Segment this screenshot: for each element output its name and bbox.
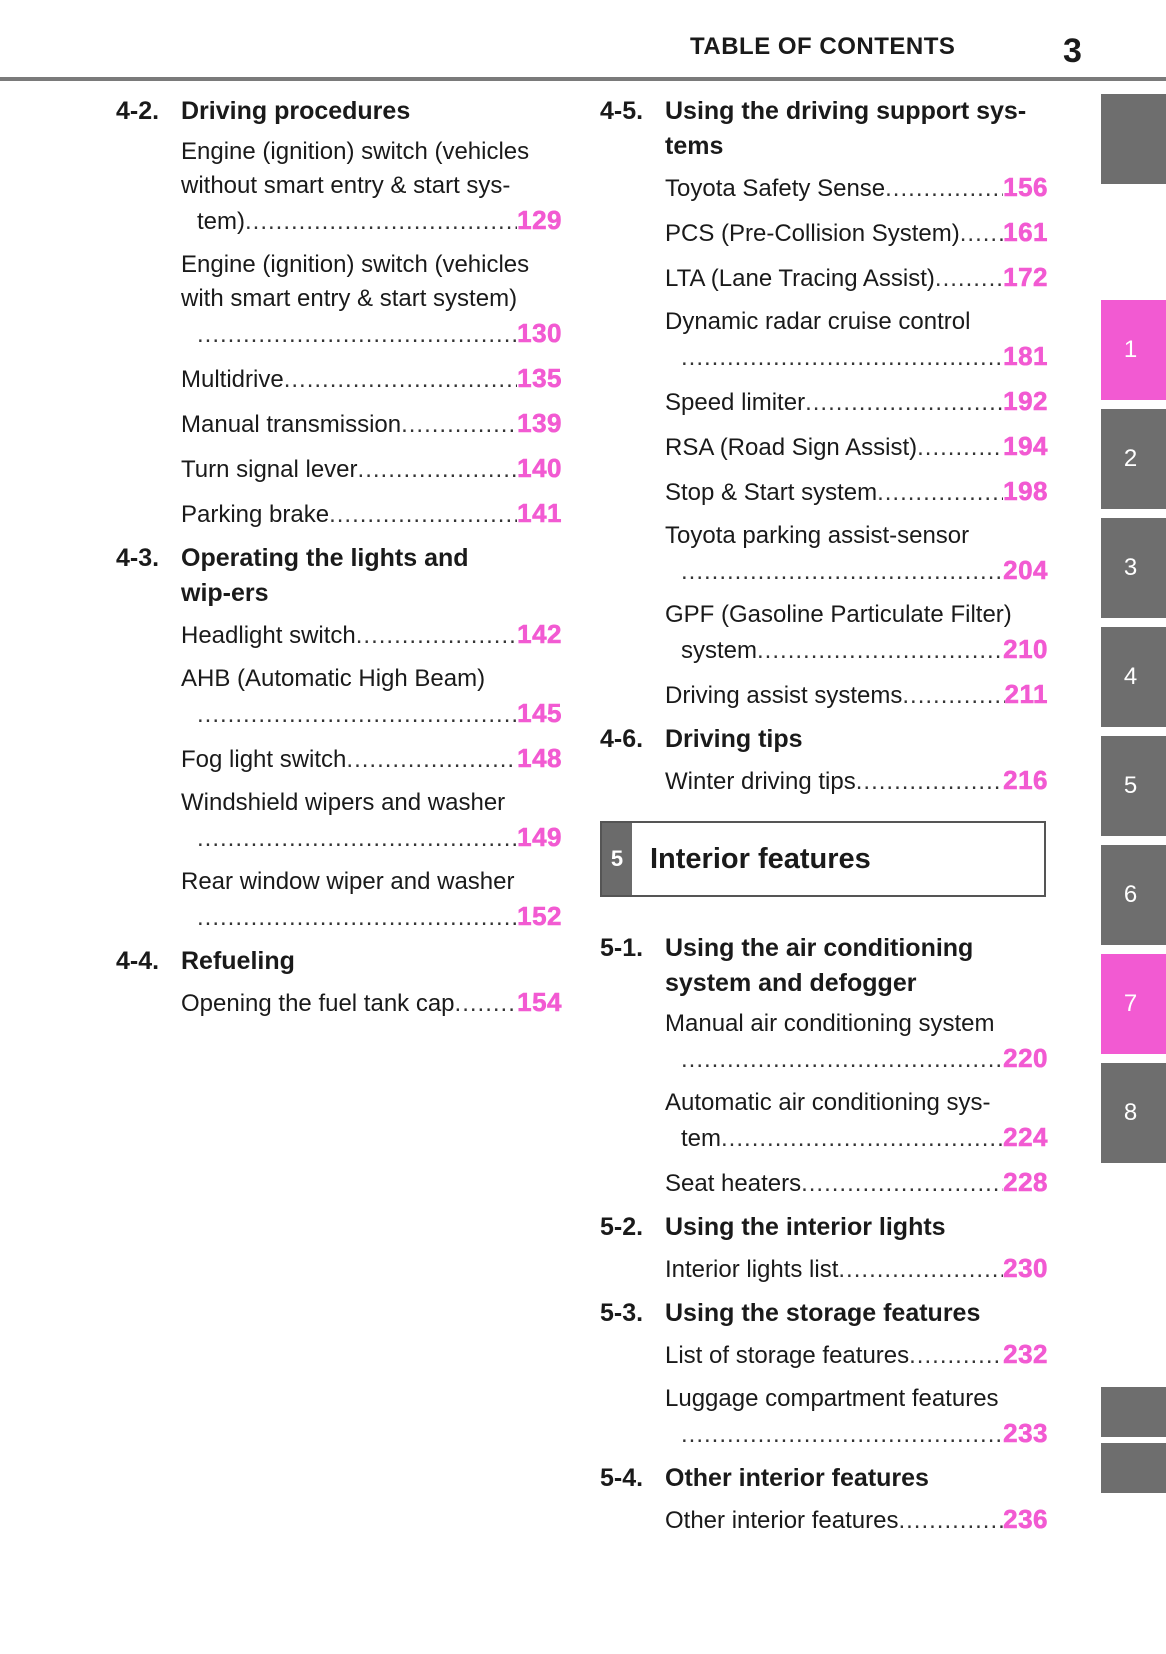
- entry-text: Dynamic radar cruise control: [665, 308, 971, 335]
- page-ref[interactable]: 142: [517, 619, 562, 649]
- page-ref[interactable]: 156: [1003, 172, 1048, 202]
- page-ref[interactable]: 228: [1003, 1167, 1048, 1197]
- section-heading: [600, 1296, 1048, 1331]
- dot-leader: [681, 555, 1003, 589]
- entry-text: Turn signal lever: [181, 456, 358, 483]
- page-ref[interactable]: 211: [1004, 679, 1048, 709]
- dot-leader: [356, 619, 517, 653]
- page-ref[interactable]: 148: [517, 743, 562, 773]
- page-ref[interactable]: 149: [517, 822, 562, 852]
- toc-right-column: [600, 94, 1048, 1547]
- page-ref[interactable]: 140: [517, 453, 562, 483]
- toc-entry[interactable]: [181, 865, 562, 935]
- entry-text: Speed limiter: [665, 389, 806, 416]
- toc-entry[interactable]: [665, 260, 1048, 296]
- page-ref[interactable]: 220: [1003, 1043, 1048, 1073]
- page-ref[interactable]: 232: [1003, 1339, 1048, 1369]
- dot-leader: [284, 363, 517, 397]
- toc-entry[interactable]: [181, 741, 562, 777]
- entry-text: Seat heaters: [665, 1170, 802, 1197]
- section-number: 5-4.: [600, 1464, 644, 1492]
- page-ref[interactable]: 233: [1003, 1418, 1048, 1448]
- section-title: Other interior features: [665, 1464, 929, 1492]
- entry-text: Opening the fuel tank cap: [181, 990, 455, 1017]
- side-tab-4[interactable]: 4: [1101, 627, 1166, 727]
- toc-entry[interactable]: [665, 519, 1048, 589]
- section-heading: [116, 944, 562, 979]
- entry-text: Fog light switch: [181, 746, 347, 773]
- chapter-title: Interior features: [650, 842, 871, 875]
- dot-leader: [917, 431, 1003, 465]
- toc-entry[interactable]: [665, 1502, 1048, 1538]
- dot-leader: [898, 1504, 1003, 1538]
- toc-entry[interactable]: [181, 451, 562, 487]
- dot-leader: [681, 1043, 1003, 1077]
- page-ref[interactable]: 230: [1003, 1253, 1048, 1283]
- side-tab-blank[interactable]: [1101, 1387, 1166, 1437]
- dot-leader: [877, 476, 1003, 510]
- section-number: 4-6.: [600, 725, 644, 753]
- entry-text: Parking brake: [181, 501, 330, 528]
- toc-entry[interactable]: [181, 662, 562, 732]
- dot-leader: [401, 408, 517, 442]
- dot-leader: [197, 318, 517, 352]
- entry-text: without smart entry & start sys-: [181, 172, 511, 199]
- page-ref[interactable]: 145: [517, 698, 562, 728]
- section-number: 4-4.: [116, 947, 160, 975]
- entry-text: tem): [197, 208, 245, 235]
- entry-text: Engine (ignition) switch (vehicles: [181, 251, 530, 278]
- section-heading: [116, 541, 562, 611]
- page-ref[interactable]: 192: [1003, 386, 1048, 416]
- entry-text: Engine (ignition) switch (vehicles: [181, 138, 530, 165]
- page-ref[interactable]: 236: [1003, 1504, 1048, 1534]
- page-ref[interactable]: 204: [1003, 555, 1048, 585]
- entry-text: AHB (Automatic High Beam): [181, 665, 486, 692]
- dot-leader: [329, 498, 517, 532]
- page-ref[interactable]: 224: [1003, 1122, 1048, 1152]
- section-title: Driving tips: [665, 725, 803, 753]
- toc-entry[interactable]: [665, 598, 1048, 668]
- entry-text: GPF (Gasoline Particulate Filter): [665, 601, 1012, 628]
- section-title: Using the storage features: [665, 1299, 981, 1327]
- entry-text: Stop & Start system: [665, 479, 878, 506]
- dot-leader: [346, 743, 517, 777]
- toc-entry[interactable]: [181, 617, 562, 653]
- entry-text: system: [681, 637, 758, 664]
- page-ref[interactable]: 181: [1003, 341, 1048, 371]
- section-heading: [600, 931, 1048, 1001]
- toc-entry[interactable]: [181, 786, 562, 856]
- entry-text: LTA (Lane Tracing Assist): [665, 265, 935, 292]
- dot-leader: [721, 1122, 1003, 1156]
- toc-entry[interactable]: [181, 406, 562, 442]
- entry-text: Other interior features: [665, 1507, 899, 1534]
- page-ref[interactable]: 194: [1003, 431, 1048, 461]
- toc-entry[interactable]: [181, 135, 562, 239]
- toc-entry[interactable]: [181, 361, 562, 397]
- entry-text: Rear window wiper and washer: [181, 868, 515, 895]
- page-ref[interactable]: 129: [517, 205, 562, 235]
- page-ref[interactable]: 198: [1003, 476, 1048, 506]
- section-title: Using the air conditioning system and defogger: [665, 934, 974, 997]
- toc-entry[interactable]: [665, 677, 1048, 713]
- dot-leader: [197, 822, 517, 856]
- dot-leader: [909, 1339, 1003, 1373]
- entry-text: Interior lights list: [665, 1256, 839, 1283]
- toc-entry[interactable]: [665, 1007, 1048, 1077]
- dot-leader: [757, 634, 1003, 668]
- dot-leader: [197, 698, 517, 732]
- side-tab-6[interactable]: 6: [1101, 845, 1166, 945]
- entry-text: Driving assist systems: [665, 682, 903, 709]
- page-ref[interactable]: 130: [517, 318, 562, 348]
- dot-leader: [681, 1418, 1003, 1452]
- side-tab-7[interactable]: 7: [1101, 954, 1166, 1054]
- section-title: Refueling: [181, 947, 295, 975]
- chapter-number: 5: [602, 823, 632, 895]
- entry-text: Manual transmission: [181, 411, 402, 438]
- entry-text: List of storage features: [665, 1342, 910, 1369]
- side-tab-2[interactable]: 2: [1101, 409, 1166, 509]
- toc-entry[interactable]: [665, 170, 1048, 206]
- toc-entry[interactable]: [665, 215, 1048, 251]
- side-tab-3[interactable]: 3: [1101, 518, 1166, 618]
- dot-leader: [197, 901, 517, 935]
- page-ref[interactable]: 135: [517, 363, 562, 393]
- entry-text: Windshield wipers and washer: [181, 789, 506, 816]
- entry-text: with smart entry & start system): [181, 285, 518, 312]
- entry-text: Toyota Safety Sense: [665, 175, 886, 202]
- entry-text: RSA (Road Sign Assist): [665, 434, 918, 461]
- side-tab-8[interactable]: 8: [1101, 1063, 1166, 1163]
- section-title: Driving procedures: [181, 97, 411, 125]
- section-heading: [600, 1210, 1048, 1245]
- chapter-heading-box: [600, 821, 1046, 897]
- entry-text: PCS (Pre-Collision System): [665, 220, 960, 247]
- toc-entry[interactable]: [665, 1165, 1048, 1201]
- toc-left-column: [116, 94, 562, 1030]
- page-ref[interactable]: 161: [1003, 217, 1048, 247]
- dot-leader: [838, 1253, 1003, 1287]
- page-ref[interactable]: 210: [1003, 634, 1048, 664]
- section-number: 5-1.: [600, 934, 644, 962]
- toc-entry[interactable]: [665, 1382, 1048, 1452]
- side-tab-5[interactable]: 5: [1101, 736, 1166, 836]
- page-ref[interactable]: 141: [517, 498, 562, 528]
- toc-entry[interactable]: [665, 429, 1048, 465]
- dot-leader: [245, 205, 517, 239]
- section-heading: [116, 94, 562, 129]
- dot-leader: [960, 217, 1003, 251]
- dot-leader: [805, 386, 1003, 420]
- entry-text: Headlight switch: [181, 622, 356, 649]
- section-title: Operating the lights and wip-ers: [181, 544, 469, 607]
- toc-entry[interactable]: [665, 763, 1048, 799]
- page-ref[interactable]: 139: [517, 408, 562, 438]
- toc-entry[interactable]: [665, 474, 1048, 510]
- entry-text: Luggage compartment features: [665, 1385, 999, 1412]
- entry-text: Winter driving tips: [665, 768, 856, 795]
- entry-text: Toyota parking assist-sensor: [665, 522, 970, 549]
- dot-leader: [455, 987, 518, 1021]
- section-heading: [600, 1461, 1048, 1496]
- side-tab-blank[interactable]: [1101, 94, 1166, 184]
- toc-entry[interactable]: [181, 985, 562, 1021]
- dot-leader: [885, 172, 1003, 206]
- page-number: 3: [1063, 32, 1082, 70]
- page-ref[interactable]: 152: [517, 901, 562, 931]
- dot-leader: [801, 1167, 1003, 1201]
- toc-entry[interactable]: [665, 1251, 1048, 1287]
- dot-leader: [902, 679, 1004, 713]
- toc-entry[interactable]: [665, 305, 1048, 375]
- dot-leader: [681, 341, 1003, 375]
- side-tab-blank[interactable]: [1101, 1443, 1166, 1493]
- toc-entry[interactable]: [665, 384, 1048, 420]
- section-heading: [600, 722, 1048, 757]
- section-number: 4-5.: [600, 97, 644, 125]
- entry-text: tem: [681, 1125, 722, 1152]
- entry-text: Automatic air conditioning sys-: [665, 1089, 991, 1116]
- dot-leader: [935, 262, 1003, 296]
- entry-text: Manual air conditioning system: [665, 1010, 995, 1037]
- header-divider: [0, 77, 1166, 81]
- dot-leader: [856, 765, 1003, 799]
- toc-entry[interactable]: [181, 496, 562, 532]
- section-number: 5-2.: [600, 1213, 644, 1241]
- section-number: 4-2.: [116, 97, 160, 125]
- section-title: Using the driving support sys-tems: [665, 97, 1027, 160]
- dot-leader: [358, 453, 518, 487]
- section-title: Using the interior lights: [665, 1213, 946, 1241]
- section-number: 4-3.: [116, 544, 160, 572]
- toc-entry[interactable]: [665, 1337, 1048, 1373]
- page-ref[interactable]: 154: [517, 987, 562, 1017]
- section-number: 5-3.: [600, 1299, 644, 1327]
- toc-entry[interactable]: [665, 1086, 1048, 1156]
- toc-entry[interactable]: [181, 248, 562, 352]
- page-ref[interactable]: 216: [1003, 765, 1048, 795]
- side-tab-1[interactable]: 1: [1101, 300, 1166, 400]
- header-title: TABLE OF CONTENTS: [690, 33, 956, 60]
- section-heading: [600, 94, 1048, 164]
- entry-text: Multidrive: [181, 366, 284, 393]
- page-ref[interactable]: 172: [1003, 262, 1048, 292]
